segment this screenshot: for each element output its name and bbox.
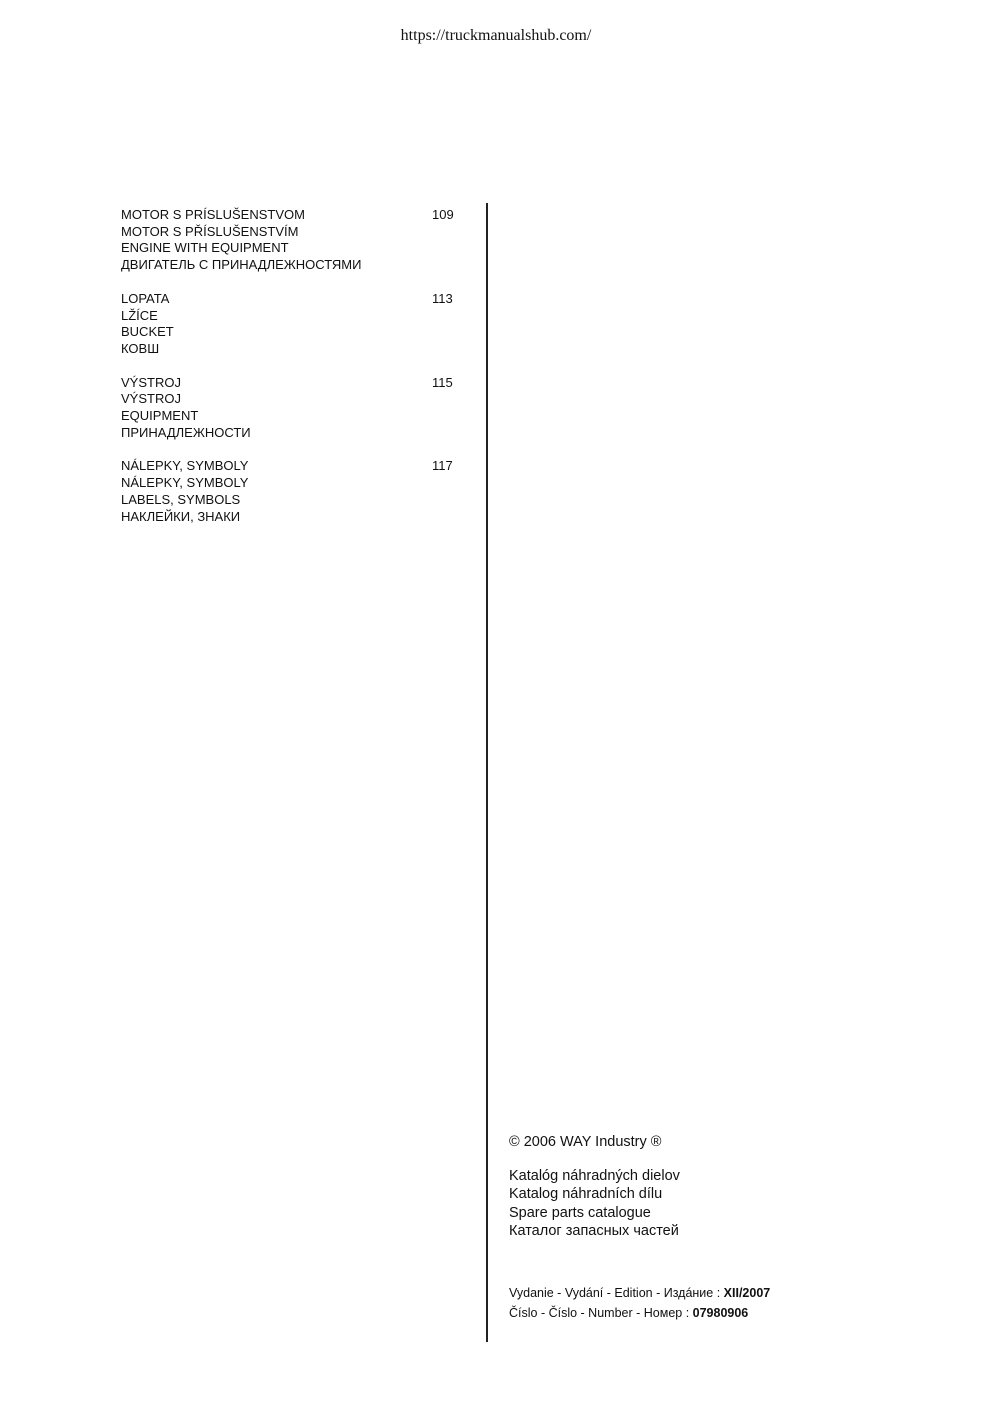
number-row bbox=[509, 1303, 770, 1323]
toc-title-sk: MOTOR S PRÍSLUŠENSTVOM bbox=[121, 207, 305, 222]
source-url[interactable]: https://truckmanualshub.com/ bbox=[400, 27, 592, 44]
toc-title-sk: LOPATA bbox=[121, 290, 170, 306]
toc-entry-engine[interactable] bbox=[121, 207, 461, 274]
toc-entry-bucket[interactable] bbox=[121, 291, 461, 358]
number-label: Číslo - Číslo - Number - Номер : bbox=[509, 1306, 693, 1320]
toc-title-ru: ПРИНАДЛЕЖНОСТИ bbox=[121, 424, 251, 440]
toc-title-cz: VÝSTROJ bbox=[121, 391, 181, 407]
catalogue-titles bbox=[509, 1167, 680, 1240]
table-of-contents bbox=[121, 207, 461, 542]
copyright-notice: © 2006 WAY Industry ® bbox=[509, 1134, 662, 1150]
toc-title-ru: КОВШ bbox=[121, 340, 160, 356]
toc-title-cz: NÁLEPKY, SYMBOLY bbox=[121, 475, 249, 491]
toc-title-sk: VÝSTROJ bbox=[121, 374, 181, 390]
publication-meta bbox=[509, 1283, 770, 1323]
toc-entry-equipment[interactable] bbox=[121, 375, 461, 442]
toc-title-ru: ДВИГАТЕЛЬ С ПРИНАДЛЕЖНОСТЯМИ bbox=[121, 257, 362, 273]
edition-value: XII/2007 bbox=[723, 1286, 771, 1300]
toc-page-number: 113 bbox=[432, 290, 453, 306]
catalogue-title-en: Spare parts catalogue bbox=[509, 1204, 651, 1221]
toc-title-ru: НАКЛЕЙКИ, ЗНАКИ bbox=[121, 508, 241, 524]
catalogue-title-sk: Katalóg náhradných dielov bbox=[509, 1168, 680, 1184]
edition-label: Vydanie - Vydání - Edition - Издáние : bbox=[509, 1286, 724, 1300]
toc-title-en: LABELS, SYMBOLS bbox=[121, 491, 241, 507]
catalogue-title-ru: Каталог запасных частей bbox=[509, 1222, 679, 1239]
toc-title-sk: NÁLEPKY, SYMBOLY bbox=[121, 458, 249, 474]
toc-page-number: 117 bbox=[432, 458, 453, 474]
number-value: 07980906 bbox=[692, 1306, 749, 1320]
toc-page-number: 109 bbox=[432, 207, 454, 222]
toc-title-cz: LŽÍCE bbox=[121, 307, 158, 323]
vertical-divider bbox=[486, 203, 488, 1342]
toc-page-number: 115 bbox=[432, 374, 453, 390]
toc-entry-labels[interactable] bbox=[121, 458, 461, 525]
toc-title-cz: MOTOR S PŘÍSLUŠENSTVÍM bbox=[121, 223, 299, 239]
toc-title-en: ENGINE WITH EQUIPMENT bbox=[121, 240, 289, 256]
toc-title-en: BUCKET bbox=[121, 324, 174, 340]
edition-row bbox=[509, 1283, 770, 1303]
toc-title-en: EQUIPMENT bbox=[121, 408, 199, 424]
catalogue-title-cz: Katalog náhradních dílu bbox=[509, 1186, 663, 1203]
